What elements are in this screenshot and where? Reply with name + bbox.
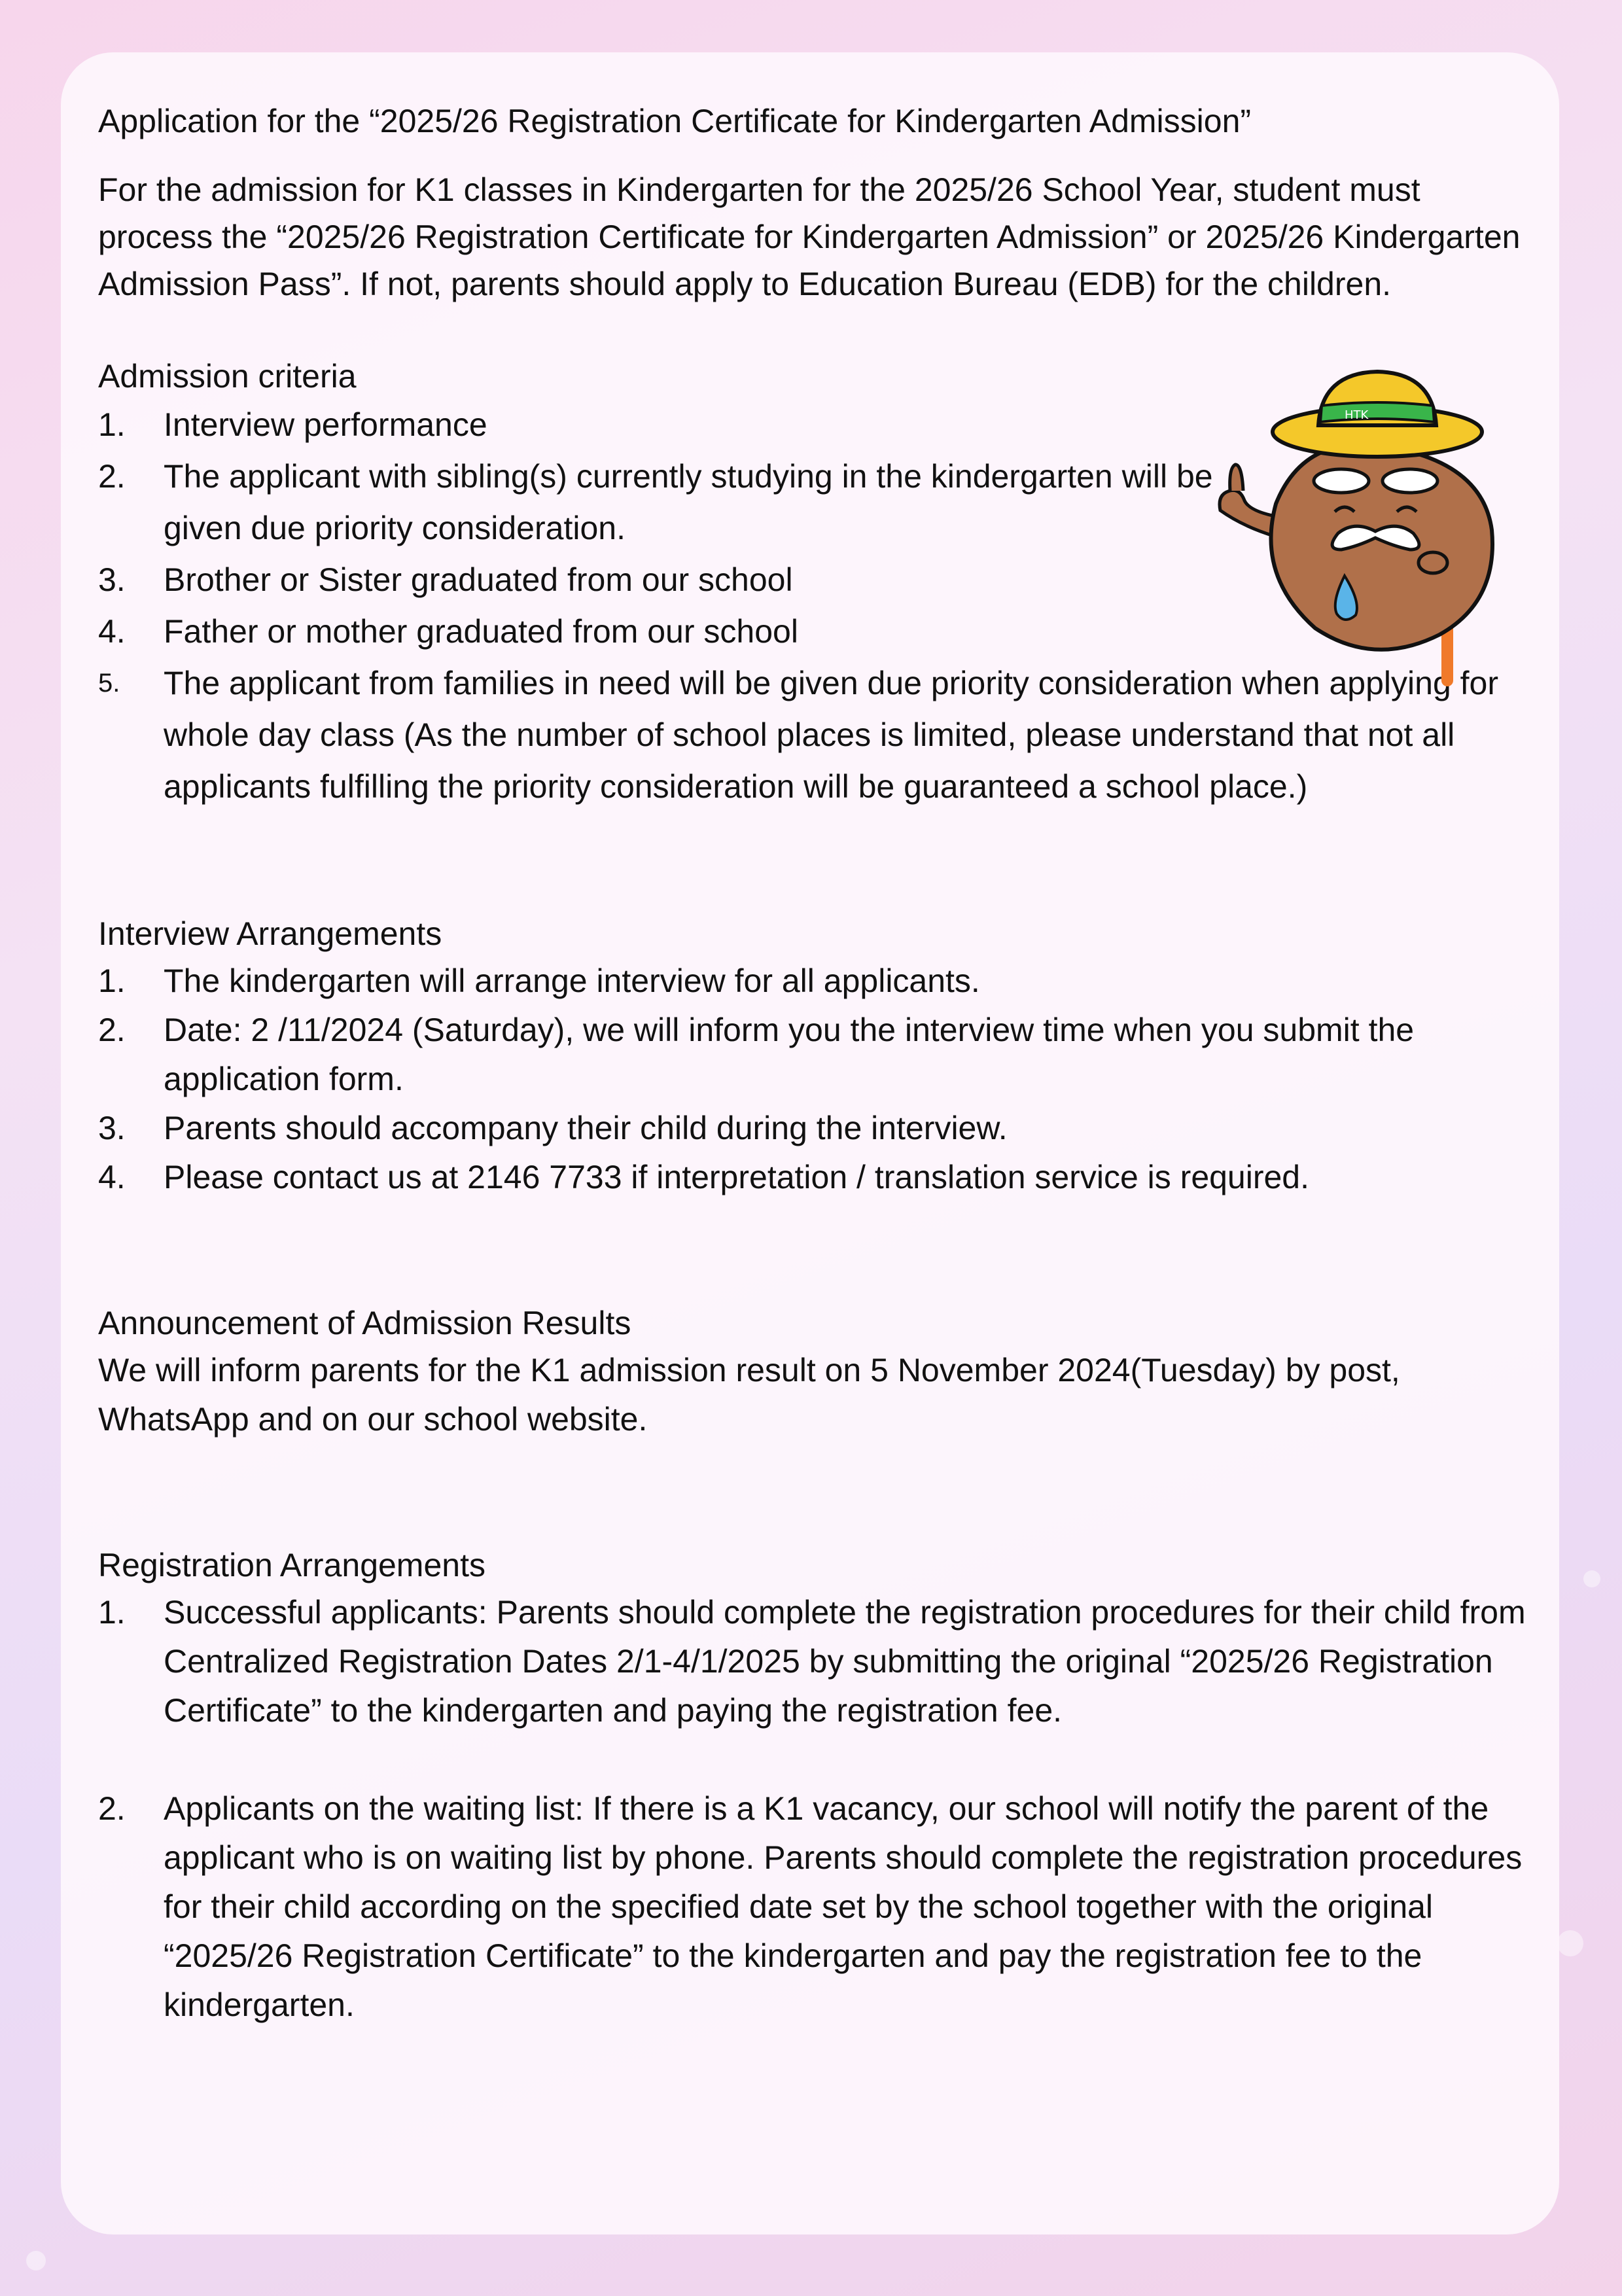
list-item	[98, 1588, 1531, 1735]
list-text: Parents should accompany their child during the interview.	[164, 1110, 1008, 1146]
registration-arrangements-section	[98, 1542, 1531, 2030]
list-text: Successful applicants: Parents should complete the registration procedures for their child from Centralized Registration Dates 2/1-4/1/2025 by submitting the original “2025/26 Registration Certificate” to the kindergarten and paying the registration fee.	[164, 1594, 1526, 1729]
list-item	[98, 957, 1531, 1006]
list-text: Interview performance	[164, 406, 487, 443]
interview-arrangements-heading: Interview Arrangements	[98, 915, 442, 952]
list-number: 3.	[98, 1110, 126, 1146]
announcement-section	[98, 1300, 1531, 1444]
background-bubble	[26, 2251, 46, 2270]
list-text: The applicant with sibling(s) currently studying in the kindergarten will be given due priority consideration.	[164, 458, 1213, 546]
list-text: The applicant from families in need will be given due priority consideration when applying for whole day class (As the number of school places is limited, please understand that not all applicants fulfilling the priority consideration will be guaranteed a school place.)	[164, 665, 1498, 805]
list-item	[98, 451, 1276, 554]
list-number: 3.	[98, 561, 126, 598]
list-item	[98, 1153, 1531, 1202]
list-text: Father or mother graduated from our school	[164, 613, 798, 650]
list-text: Please contact us at 2146 7733 if interpretation / translation service is required.	[164, 1159, 1310, 1195]
mascot-chestnut-icon	[1204, 360, 1544, 687]
list-number: 2.	[98, 458, 126, 495]
interview-arrangements-list	[98, 957, 1531, 1202]
announcement-heading: Announcement of Admission Results	[98, 1305, 631, 1341]
announcement-text: We will inform parents for the K1 admission result on 5 November 2024(Tuesday) by post, WhatsApp and on our school website.	[98, 1352, 1400, 1438]
background-bubble	[1583, 1570, 1600, 1587]
list-number: 4.	[98, 613, 126, 650]
list-text: The kindergarten will arrange interview for all applicants.	[164, 963, 980, 999]
list-text: Applicants on the waiting list: If there is a K1 vacancy, our school will notify the parent of the applicant who is on waiting list by phone. Parents should complete the registration procedures for their child according on the specified date set by the school together with the original “2025/26 Registration Certificate” to the kindergarten and pay the registration fee to the kindergarten.	[164, 1790, 1523, 2023]
list-number: 5.	[98, 669, 120, 698]
mascot-hat-text: HTK	[1345, 408, 1369, 422]
list-number: 1.	[98, 406, 126, 443]
interview-arrangements-section	[98, 911, 1531, 1202]
list-item	[98, 1104, 1531, 1153]
list-text: Brother or Sister graduated from our school	[164, 561, 793, 598]
list-item	[98, 1006, 1531, 1104]
registration-arrangements-list	[98, 1588, 1531, 2030]
admission-criteria-heading: Admission criteria	[98, 358, 357, 395]
list-number: 2.	[98, 1012, 126, 1048]
list-number: 1.	[98, 1594, 126, 1631]
background-bubble	[1557, 1930, 1583, 1956]
registration-arrangements-heading: Registration Arrangements	[98, 1547, 485, 1583]
list-number: 1.	[98, 963, 126, 999]
page-title: Application for the “2025/26 Registration Certificate for Kindergarten Admission”	[98, 103, 1252, 139]
list-number: 4.	[98, 1159, 126, 1195]
list-text: Date: 2 /11/2024 (Saturday), we will inform you the interview time when you submit the application form.	[164, 1012, 1415, 1097]
list-number: 2.	[98, 1790, 126, 1827]
intro-paragraph: For the admission for K1 classes in Kindergarten for the 2025/26 School Year, student must process the “2025/26 Registration Certificate for Kindergarten Admission” or 2025/26 Kindergarten Admission Pass”. If not, parents should apply to Education Bureau (EDB) for the children.	[98, 171, 1521, 302]
list-item	[98, 1784, 1531, 2030]
